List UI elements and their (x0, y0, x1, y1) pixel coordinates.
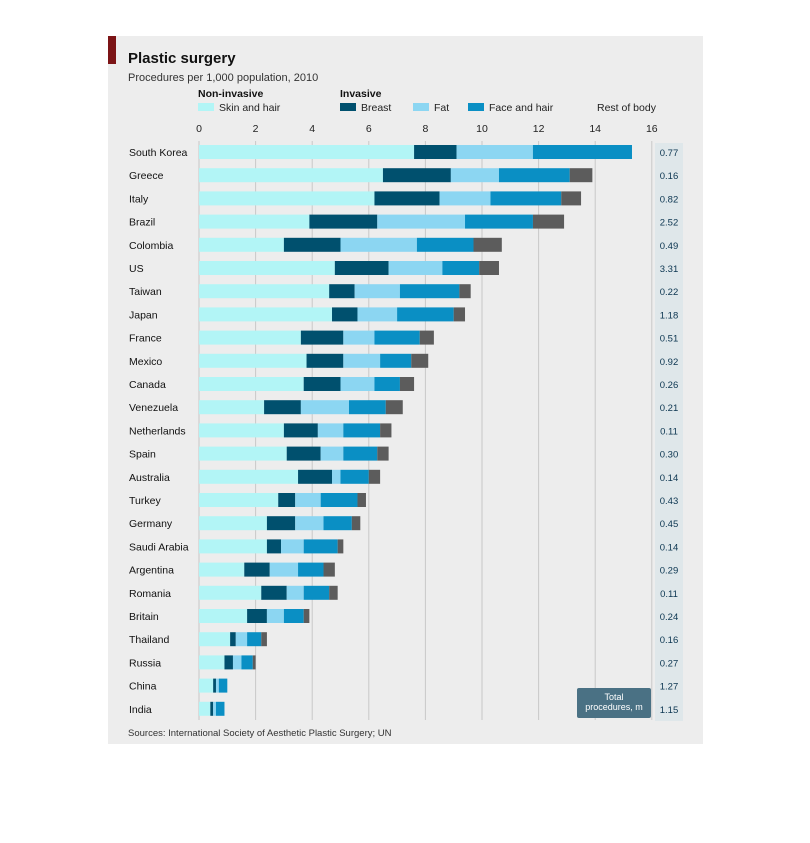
bar-segment (561, 191, 581, 205)
category-label: Argentina (129, 564, 174, 577)
total-value: 0.16 (659, 635, 679, 647)
bar-segment (233, 655, 241, 669)
bar-segment (295, 493, 320, 507)
total-value: 1.18 (659, 310, 679, 322)
bar-segment (338, 539, 344, 553)
bar-segment (343, 447, 377, 461)
bar-segment (324, 516, 352, 530)
bar-segment (321, 493, 358, 507)
bar-segment (281, 539, 304, 553)
category-label: France (129, 332, 162, 345)
bar-segment (349, 400, 386, 414)
bar-segment (261, 632, 267, 646)
bar-segment (210, 702, 213, 716)
category-label: Venezuela (129, 402, 179, 415)
legend-swatch (340, 103, 356, 111)
bar-segment (490, 191, 561, 205)
bar-segment (420, 331, 434, 345)
bar-segment (199, 423, 284, 437)
category-label: Taiwan (129, 286, 162, 299)
legend-label: Skin and hair (219, 102, 281, 114)
bar-segment (309, 215, 377, 229)
bar-segment (400, 284, 459, 298)
legend-label: Breast (361, 102, 392, 114)
category-label: Colombia (129, 239, 174, 252)
brand-mark (108, 36, 116, 64)
bar-segment (343, 354, 380, 368)
bar-segment (355, 284, 400, 298)
legend-label: Fat (434, 102, 450, 114)
bar-segment (284, 423, 318, 437)
x-tick-label: 12 (532, 123, 545, 135)
bar-segment (304, 609, 310, 623)
total-value: 0.30 (659, 449, 679, 461)
bar-segment (199, 655, 224, 669)
total-value: 0.51 (659, 333, 679, 345)
total-value: 0.82 (659, 194, 679, 206)
bar-segment (224, 655, 232, 669)
category-label: Turkey (129, 495, 161, 507)
category-label: China (129, 680, 157, 693)
bar-segment (199, 632, 230, 646)
bar-segment (199, 307, 332, 321)
legend-label: Rest of body (597, 102, 656, 114)
category-label: Greece (129, 170, 164, 183)
bar-segment (287, 447, 321, 461)
category-label: South Korea (129, 147, 188, 159)
bar-segment (357, 307, 397, 321)
bar-segment (411, 354, 428, 368)
total-value: 0.21 (659, 403, 679, 415)
bar-segment (216, 679, 219, 693)
bar-segment (369, 470, 380, 484)
total-value: 0.26 (659, 380, 679, 391)
bar-segment (247, 632, 261, 646)
bar-segment (199, 331, 301, 345)
total-value: 3.31 (659, 264, 679, 275)
bar-segment (261, 586, 286, 600)
total-value: 0.27 (659, 658, 679, 670)
bar-segment (329, 284, 354, 298)
x-tick-label: 10 (476, 123, 488, 135)
total-value: 0.77 (659, 148, 679, 159)
bar-segment (199, 191, 374, 205)
x-tick-label: 14 (589, 123, 602, 135)
bar-segment (442, 261, 479, 275)
total-value: 1.27 (659, 681, 679, 693)
total-value: 0.11 (660, 426, 678, 438)
bar-segment (329, 586, 337, 600)
bar-segment (304, 586, 329, 600)
bar-segment (335, 261, 389, 275)
bar-segment (199, 470, 298, 484)
chart-subtitle: Procedures per 1,000 population, 2010 (128, 72, 319, 84)
category-label: Australia (129, 471, 170, 484)
total-value: 0.24 (659, 612, 679, 623)
bar-segment (341, 470, 369, 484)
total-value: 0.22 (659, 287, 679, 299)
bar-segment (267, 516, 295, 530)
x-tick-label: 8 (422, 123, 429, 135)
total-value: 0.49 (659, 240, 679, 252)
bar-segment (199, 145, 414, 159)
bar-segment (267, 609, 284, 623)
category-label: Netherlands (129, 425, 186, 438)
category-label: Russia (129, 657, 162, 670)
x-tick-label: 0 (196, 123, 202, 135)
category-label: Saudi Arabia (129, 541, 189, 554)
bar-segment (459, 284, 470, 298)
bar-segment (199, 702, 210, 716)
bar-segment (377, 447, 388, 461)
bar-segment (199, 447, 287, 461)
bar-segment (389, 261, 443, 275)
bar-segment (278, 493, 295, 507)
x-tick-label: 6 (365, 123, 372, 135)
bar-segment (199, 354, 307, 368)
bar-segment (267, 539, 281, 553)
bar-segment (236, 632, 247, 646)
total-value: 2.52 (659, 217, 679, 229)
bar-segment (417, 238, 474, 252)
bar-segment (284, 238, 341, 252)
bar-segment (199, 168, 383, 182)
bar-segment (253, 655, 256, 669)
legend-group-title: Non-invasive (198, 88, 264, 100)
category-label: Italy (129, 193, 149, 206)
bar-segment (287, 586, 304, 600)
bar-segment (321, 447, 344, 461)
bar-segment (307, 354, 344, 368)
bar-segment (318, 423, 343, 437)
bar-segment (230, 632, 236, 646)
bar-segment (386, 400, 403, 414)
bar-segment (357, 493, 365, 507)
legend-swatch (413, 103, 429, 111)
bar-segment (295, 516, 323, 530)
bar-segment (199, 679, 213, 693)
category-label: India (129, 703, 152, 716)
bar-segment (332, 470, 340, 484)
total-value: 0.29 (659, 565, 679, 577)
bar-segment (199, 586, 261, 600)
legend-swatch (198, 103, 214, 111)
category-label: US (129, 263, 144, 275)
bar-segment (332, 307, 357, 321)
x-tick-label: 4 (309, 123, 316, 135)
total-value: 0.14 (659, 472, 679, 484)
total-value: 1.15 (659, 704, 679, 716)
total-value: 0.45 (659, 519, 679, 531)
legend-swatch (468, 103, 484, 111)
bar-segment (533, 145, 632, 159)
bar-segment (352, 516, 360, 530)
bar-segment (341, 377, 375, 391)
bar-segment (343, 331, 374, 345)
bar-segment (298, 470, 332, 484)
total-value: 0.92 (659, 356, 679, 368)
bar-segment (213, 679, 216, 693)
totals-header-label: Total procedures, m (585, 692, 643, 712)
total-value: 0.14 (659, 542, 679, 554)
bar-segment (380, 423, 391, 437)
bar-segment (298, 563, 323, 577)
bar-segment (199, 493, 278, 507)
bar-segment (533, 215, 564, 229)
bar-segment (451, 168, 499, 182)
bar-segment (213, 702, 216, 716)
bar-segment (374, 191, 439, 205)
legend-label: Face and hair (489, 102, 554, 114)
chart-title: Plastic surgery (128, 50, 236, 67)
total-value: 0.16 (659, 171, 679, 183)
bar-segment (199, 609, 247, 623)
bar-segment (247, 609, 267, 623)
bar-segment (479, 261, 499, 275)
category-label: Mexico (129, 355, 163, 368)
bar-segment (219, 679, 227, 693)
bar-segment (380, 354, 411, 368)
bar-segment (199, 516, 267, 530)
category-label: Spain (129, 448, 156, 461)
bar-segment (301, 400, 349, 414)
bar-segment (474, 238, 502, 252)
bar-segment (199, 215, 309, 229)
bar-segment (400, 377, 414, 391)
bar-segment (199, 377, 304, 391)
category-label: Germany (129, 518, 173, 531)
category-label: Romania (129, 587, 172, 600)
bar-segment (374, 331, 419, 345)
category-label: Canada (129, 379, 166, 391)
bar-segment (199, 563, 244, 577)
bar-segment (199, 238, 284, 252)
bar-segment (199, 284, 329, 298)
bar-segment (374, 377, 399, 391)
bar-segment (397, 307, 454, 321)
bar-segment (244, 563, 269, 577)
bar-segment (383, 168, 451, 182)
bar-segment (284, 609, 304, 623)
bar-segment (199, 539, 267, 553)
bar-segment (570, 168, 593, 182)
bar-segment (301, 331, 343, 345)
bar-segment (457, 145, 533, 159)
bar-segment (440, 191, 491, 205)
bar-segment (199, 400, 264, 414)
bar-segment (199, 261, 335, 275)
bar-segment (270, 563, 298, 577)
bar-segment (454, 307, 465, 321)
bar-segment (377, 215, 465, 229)
bar-segment (216, 702, 224, 716)
category-label: Thailand (129, 634, 170, 647)
bar-segment (465, 215, 533, 229)
bar-segment (304, 377, 341, 391)
total-value: 0.11 (660, 588, 678, 600)
bar-segment (499, 168, 570, 182)
bar-segment (341, 238, 417, 252)
x-tick-label: 2 (252, 123, 259, 135)
bar-segment (414, 145, 456, 159)
bar-segment (343, 423, 380, 437)
category-label: Britain (129, 611, 159, 623)
bar-segment (304, 539, 338, 553)
bar-segment (241, 655, 252, 669)
category-label: Brazil (129, 216, 156, 229)
source-note: Sources: International Society of Aesthetic Plastic Surgery; UN (128, 728, 392, 739)
bar-segment (264, 400, 301, 414)
category-label: Japan (129, 309, 158, 322)
bar-segment (324, 563, 335, 577)
total-value: 0.43 (659, 496, 679, 507)
legend-group-title: Invasive (340, 88, 382, 100)
x-tick-label: 16 (645, 123, 658, 135)
